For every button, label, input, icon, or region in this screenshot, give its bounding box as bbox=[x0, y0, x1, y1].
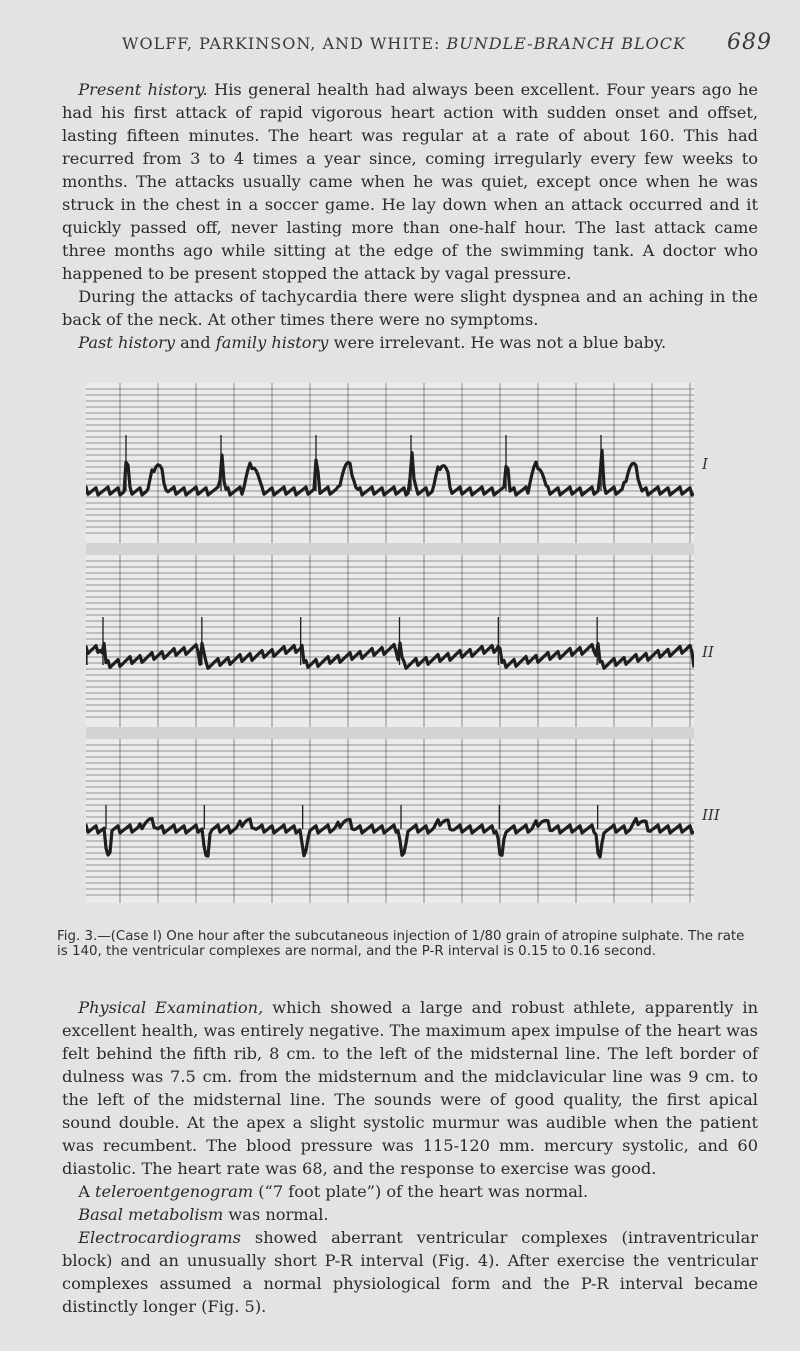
running-title-italic: BUNDLE-BRANCH BLOCK bbox=[446, 34, 686, 53]
top-text-block bbox=[62, 78, 758, 354]
figure-caption: Fig. 3.—(Case I) One hour after the subcutaneous injection of 1/80 grain of atropine sulphate. The rate is 140, the ventricular complexes are normal, and the P-R interval is 0.15 to 0.16 second. bbox=[57, 929, 745, 959]
ecg-tracings bbox=[86, 383, 694, 903]
label-past-history: Past history bbox=[78, 333, 176, 352]
label-teleroentgenogram: teleroentgenogram bbox=[95, 1182, 254, 1201]
ecg-strip-lead-1 bbox=[86, 383, 694, 543]
label-present-history: Present history. bbox=[78, 80, 208, 99]
paragraph-electrocardiograms: Electrocardiograms showed aberrant ventricular complexes (intraventricular block) and an unusually short P-R interval (Fig. 4). After exercise the ventricular complexes assumed a normal physiological form and the P-R interval became distinctly longer (Fig. 5). bbox=[62, 1228, 758, 1316]
ecg-strip-lead-2 bbox=[86, 555, 694, 727]
ecg-strip-lead-3 bbox=[86, 739, 694, 903]
lead-label-2: II bbox=[702, 643, 714, 661]
paragraph-basal-metabolism: Basal metabolism was normal. bbox=[78, 1205, 329, 1224]
ecg-figure bbox=[86, 383, 694, 903]
lead-label-3: III bbox=[702, 806, 720, 824]
label-family-history: family history bbox=[215, 333, 329, 352]
lead-label-1: I bbox=[702, 455, 708, 473]
paragraph-past-history: Past history and family history were irrelevant. He was not a blue baby. bbox=[78, 333, 667, 352]
running-title: WOLFF, PARKINSON, AND WHITE: BUNDLE-BRANCH BLOCK bbox=[122, 34, 686, 53]
running-header bbox=[122, 30, 772, 55]
paragraph-physical-exam: Physical Examination, which showed a large and robust athlete, apparently in excellent health, was entirely negative. The maximum apex impulse of the heart was felt behind the fifth rib, 8 cm. to the left of the midsternal line. The left border of dulness was 7.5 cm. from the midsternum and the midclavicular line was 9 cm. to the left of the midsternal line. The sounds were of good quality, the first apical sound double. At the apex a slight systolic murmur was audible when the patient was recumbent. The blood pressure was 115-120 mm. mercury systolic, and 60 diastolic. The heart rate was 68, and the response to exercise was good. bbox=[62, 998, 759, 1178]
bottom-text-block bbox=[62, 996, 758, 1318]
paragraph-teleroentgenogram: A teleroentgenogram (“7 foot plate”) of the heart was normal. bbox=[78, 1182, 589, 1201]
label-electrocardiograms: Electrocardiograms bbox=[78, 1228, 241, 1247]
label-basal-metabolism: Basal metabolism bbox=[78, 1205, 224, 1224]
paragraph-present-history: Present history. His general health had always been excellent. Four years ago he had his first attack of rapid vigorous heart action with sudden onset and offset, lasting fifteen minutes. The heart was regular at a rate of about 160. This had recurred from 3 to 4 times a year since, coming irregularly every few weeks to months. The attacks usually came when he was quiet, except once when he was struck in the chest in a soccer game. He lay down when an attack occurred and it quickly passed off, never lasting more than one-half hour. The last attack came three months ago while sitting at the edge of the swimming tank. A doctor who happened to be present stopped the attack by vagal pressure. bbox=[62, 80, 758, 283]
label-physical-exam: Physical Examination, bbox=[78, 998, 264, 1017]
paragraph-attack-symptoms: During the attacks of tachycardia there were slight dyspnea and an aching in the back of the neck. At other times there were no symptoms. bbox=[62, 287, 758, 329]
page-number: 689 bbox=[727, 30, 772, 55]
